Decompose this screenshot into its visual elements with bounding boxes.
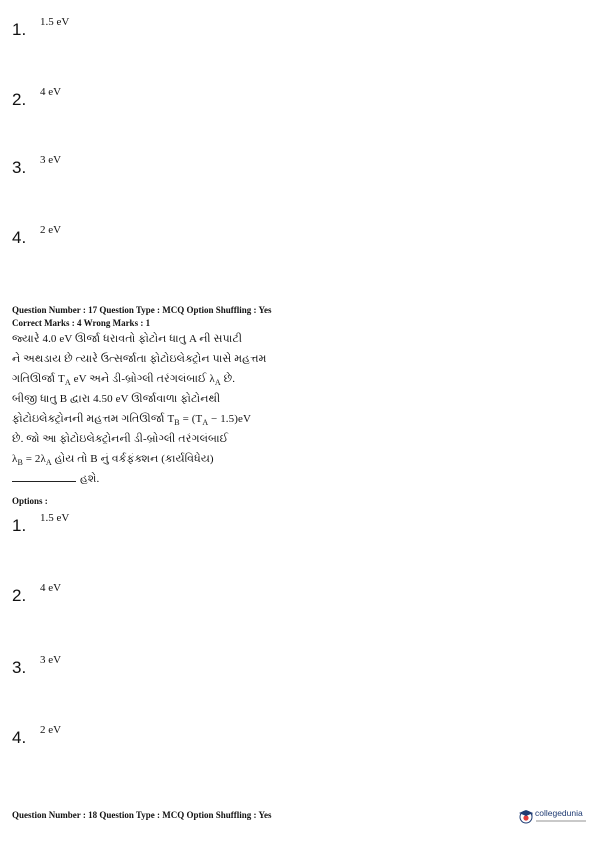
- question-line: [12, 413, 251, 427]
- option-text: 3 eV: [40, 154, 62, 166]
- question-text: છે.: [220, 373, 236, 385]
- question-line: છે. જો આ ફોટોઇલેક્ટ્રોનની ડી-બ્રોગ્લી તરંગલંબાઈ: [12, 433, 229, 445]
- subscript: A: [45, 458, 52, 468]
- option-text: 2 eV: [40, 224, 62, 236]
- question-17-header: Question Number : 17 Question Type : MCQ Option Shuffling : Yes: [12, 305, 272, 315]
- subscript: B: [174, 418, 180, 428]
- question-text: = (T: [179, 413, 203, 425]
- option-number: 2.: [12, 586, 27, 605]
- option-number: 3.: [12, 658, 27, 677]
- option-number: 4.: [12, 228, 27, 247]
- subscript: A: [214, 378, 221, 388]
- question-text: ગતિઊર્જા T: [12, 373, 65, 385]
- question-text: − 1.5)eV: [208, 413, 252, 425]
- option-number: 1.: [12, 516, 27, 535]
- option-text: 1.5 eV: [40, 512, 70, 524]
- option-text: 3 eV: [40, 654, 62, 666]
- option-text: 4 eV: [40, 582, 62, 594]
- subscript: A: [64, 378, 71, 388]
- collegedunia-logo: [518, 806, 588, 830]
- graduate-cap-icon: [518, 808, 534, 824]
- question-line: [12, 473, 99, 486]
- subscript: B: [17, 458, 23, 468]
- option-number: 3.: [12, 158, 27, 177]
- question-line: ને અથડાય છે ત્યારે ઉત્સર્જાતા ફોટોઇલેક્ટ્રોન પાસે મહત્તમ: [12, 353, 267, 365]
- question-line: [12, 373, 235, 387]
- question-line: [12, 453, 214, 467]
- question-17-marks: Correct Marks : 4 Wrong Marks : 1: [12, 318, 151, 328]
- logo-tagline: [536, 820, 586, 822]
- question-line: બીજી ધાતુ B દ્વારા 4.50 eV ઊર્જાવાળા ફોટોનથી: [12, 393, 221, 405]
- question-text: λ: [12, 453, 18, 465]
- options-label: Options :: [12, 496, 48, 506]
- logo-text: collegedunia: [535, 808, 583, 818]
- question-18-header: Question Number : 18 Question Type : MCQ Option Shuffling : Yes: [12, 810, 272, 820]
- option-text: 2 eV: [40, 724, 62, 736]
- question-line: જ્યારે 4.0 eV ઊર્જા ધરાવતો ફોટોન ધાતુ A ની સપાટી: [12, 333, 243, 345]
- answer-blank: [12, 481, 76, 482]
- question-text: હોય તો B નું વર્કફંક્શન (કાર્યવિધેય): [51, 453, 214, 465]
- option-number: 1.: [12, 20, 27, 39]
- question-text: ફોટોઇલેક્ટ્રોનની મહત્તમ ગતિઊર્જા T: [12, 413, 175, 425]
- subscript: A: [202, 418, 209, 428]
- option-number: 4.: [12, 728, 27, 747]
- option-text: 4 eV: [40, 86, 62, 98]
- question-text: = 2λ: [22, 453, 46, 465]
- option-text: 1.5 eV: [40, 16, 70, 28]
- question-text: eV અને ડી-બ્રોગ્લી તરંગલંબાઈ λ: [70, 373, 215, 385]
- option-number: 2.: [12, 90, 27, 109]
- question-text: હશે.: [80, 473, 100, 485]
